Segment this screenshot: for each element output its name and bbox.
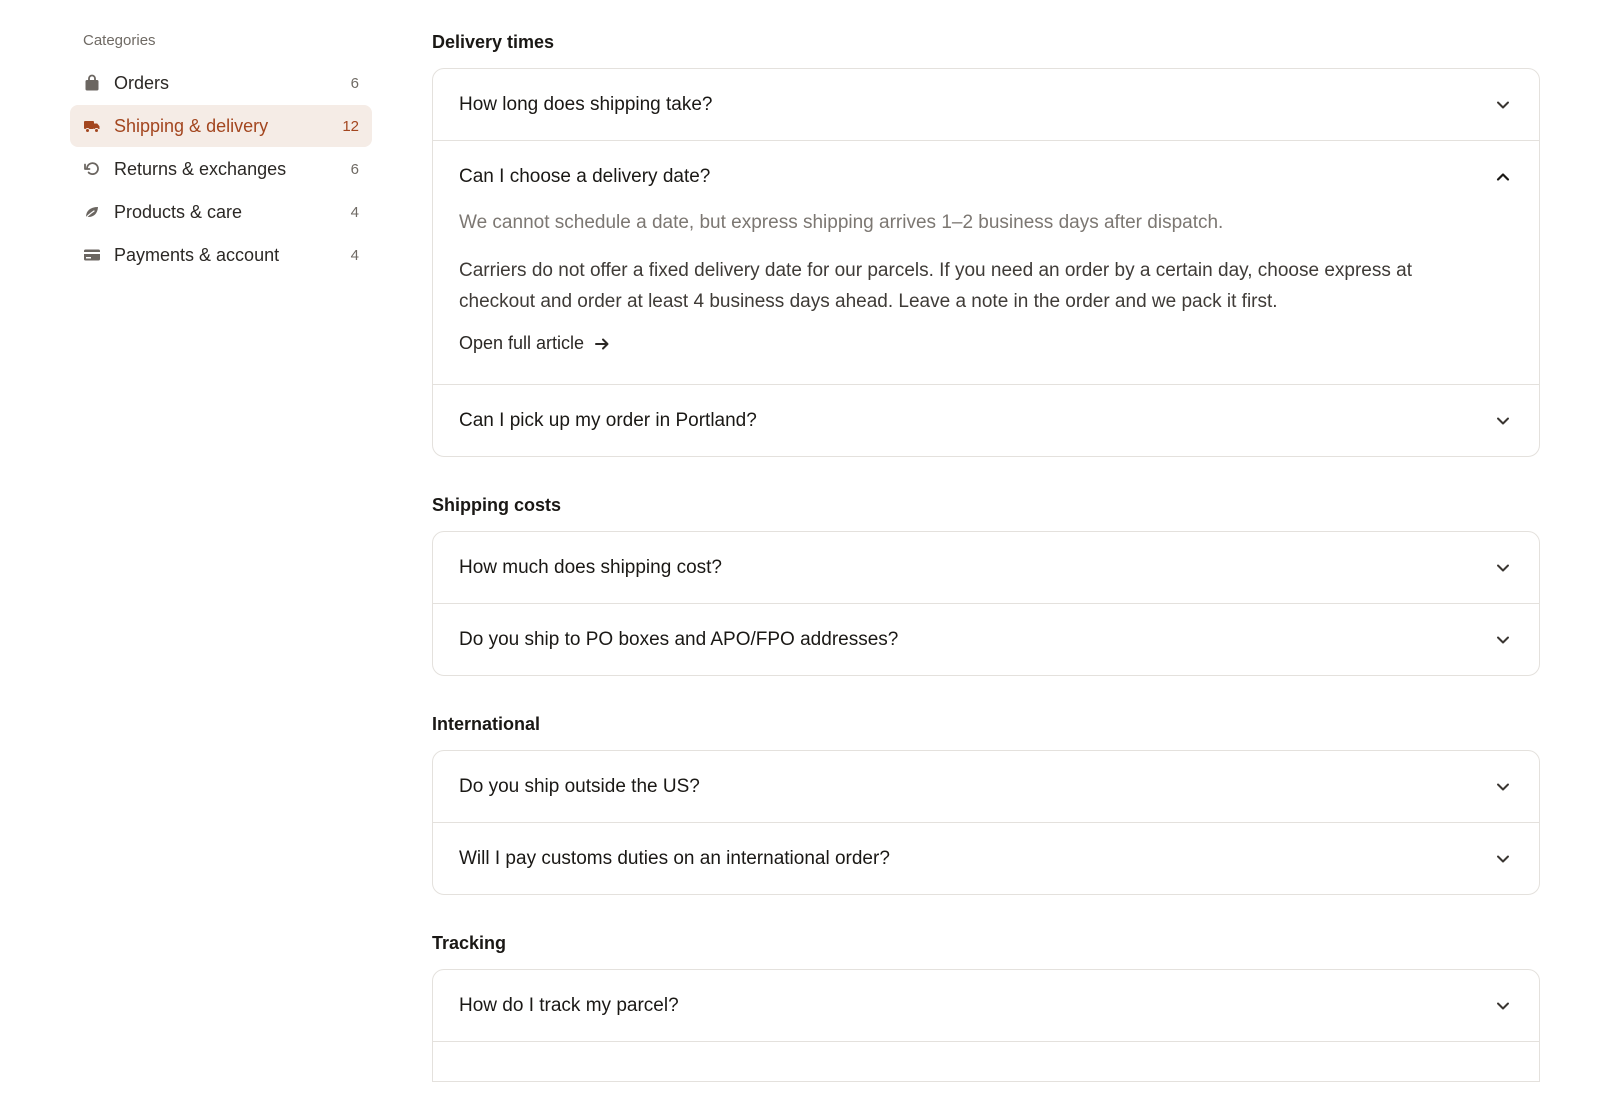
faq-question: Can I pick up my order in Portland?: [459, 409, 757, 431]
link-label: Open full article: [459, 333, 585, 353]
chevron-up-icon: [1493, 167, 1513, 187]
faq-section-shipping-costs: [432, 493, 1540, 676]
section-title: Tracking: [432, 933, 507, 953]
sidebar-item-returns-exchanges[interactable]: [70, 148, 372, 190]
chevron-down-icon: [1493, 849, 1513, 869]
chevron-down-icon: [1493, 95, 1513, 115]
faq-item: [433, 970, 1539, 1041]
sidebar-item-count: 4: [350, 203, 359, 221]
faq-question-toggle[interactable]: [433, 604, 1539, 675]
chevron-down-icon: [1493, 777, 1513, 797]
sidebar-item-count: 4: [350, 246, 359, 264]
faq-accordion: [432, 531, 1540, 676]
faq-question-toggle[interactable]: [433, 751, 1539, 822]
open-full-article-link[interactable]: [459, 333, 610, 354]
faq-accordion: [432, 750, 1540, 895]
faq-main: [432, 30, 1540, 1118]
faq-question-toggle[interactable]: [433, 823, 1539, 894]
credit-card-icon: [83, 246, 101, 264]
faq-item: [433, 751, 1539, 822]
faq-section-international: [432, 712, 1540, 895]
faq-question-toggle[interactable]: [433, 532, 1539, 603]
sidebar-item-products-care[interactable]: [70, 191, 372, 233]
faq-item: [433, 822, 1539, 894]
faq-answer-detail: Carriers do not offer a fixed delivery date for our parcels. If you need an order by a certain day, choose express at checkout and order at least 4 business days ahead. Leave a note in the order and we pack it first.: [459, 260, 1412, 312]
chevron-down-icon: [1493, 630, 1513, 650]
chevron-down-icon: [1493, 558, 1513, 578]
faq-question: Do you ship to PO boxes and APO/FPO addresses?: [459, 628, 899, 650]
sidebar-item-label: Returns & exchanges: [114, 158, 287, 179]
faq-question: Will I pay customs duties on an international order?: [459, 847, 890, 869]
faq-question-toggle[interactable]: [433, 970, 1539, 1041]
faq-accordion: [432, 68, 1540, 457]
sidebar-item-label: Products & care: [114, 201, 243, 222]
leaf-icon: [83, 203, 101, 221]
sidebar-item-payments-account[interactable]: [70, 234, 372, 276]
sidebar-item-count: 12: [342, 117, 359, 135]
faq-accordion: [432, 969, 1540, 1082]
sidebar-heading: Categories: [83, 32, 156, 49]
faq-item-partial: [433, 1041, 1539, 1081]
faq-section-tracking: [432, 931, 1540, 1082]
sidebar-item-label: Shipping & delivery: [114, 115, 269, 136]
faq-question: How do I track my parcel?: [459, 994, 679, 1016]
faq-item-expanded: [433, 140, 1539, 384]
chevron-down-icon: [1493, 411, 1513, 431]
shopping-bag-icon: [83, 74, 101, 92]
return-arrow-icon: [83, 160, 101, 178]
sidebar-item-count: 6: [350, 74, 359, 92]
sidebar-item-label: Payments & account: [114, 244, 280, 265]
faq-question: Can I choose a delivery date?: [459, 165, 711, 187]
faq-question-toggle[interactable]: [433, 69, 1539, 140]
sidebar-item-count: 6: [350, 160, 359, 178]
faq-answer-summary: We cannot schedule a date, but express shipping arrives 1–2 business days after dispatch.: [459, 212, 1224, 233]
faq-item: [433, 69, 1539, 140]
sidebar-item-shipping-delivery[interactable]: [70, 105, 372, 147]
arrow-right-icon: [594, 336, 610, 352]
faq-question: How much does shipping cost?: [459, 556, 722, 578]
section-title: International: [432, 714, 541, 734]
faq-question-toggle[interactable]: [433, 385, 1539, 456]
faq-question-toggle[interactable]: [433, 141, 1539, 212]
category-sidebar: [70, 30, 372, 277]
faq-question: How long does shipping take?: [459, 93, 713, 115]
faq-section-delivery-times: [432, 30, 1540, 457]
section-title: Delivery times: [432, 32, 555, 52]
faq-item: [433, 384, 1539, 456]
truck-icon: [83, 117, 101, 135]
faq-question: Do you ship outside the US?: [459, 775, 700, 797]
sidebar-item-orders[interactable]: [70, 62, 372, 104]
section-title: Shipping costs: [432, 495, 562, 515]
faq-item: [433, 603, 1539, 675]
faq-item: [433, 532, 1539, 603]
faq-answer: [433, 209, 1539, 384]
sidebar-item-label: Orders: [114, 72, 170, 93]
chevron-down-icon: [1493, 996, 1513, 1016]
